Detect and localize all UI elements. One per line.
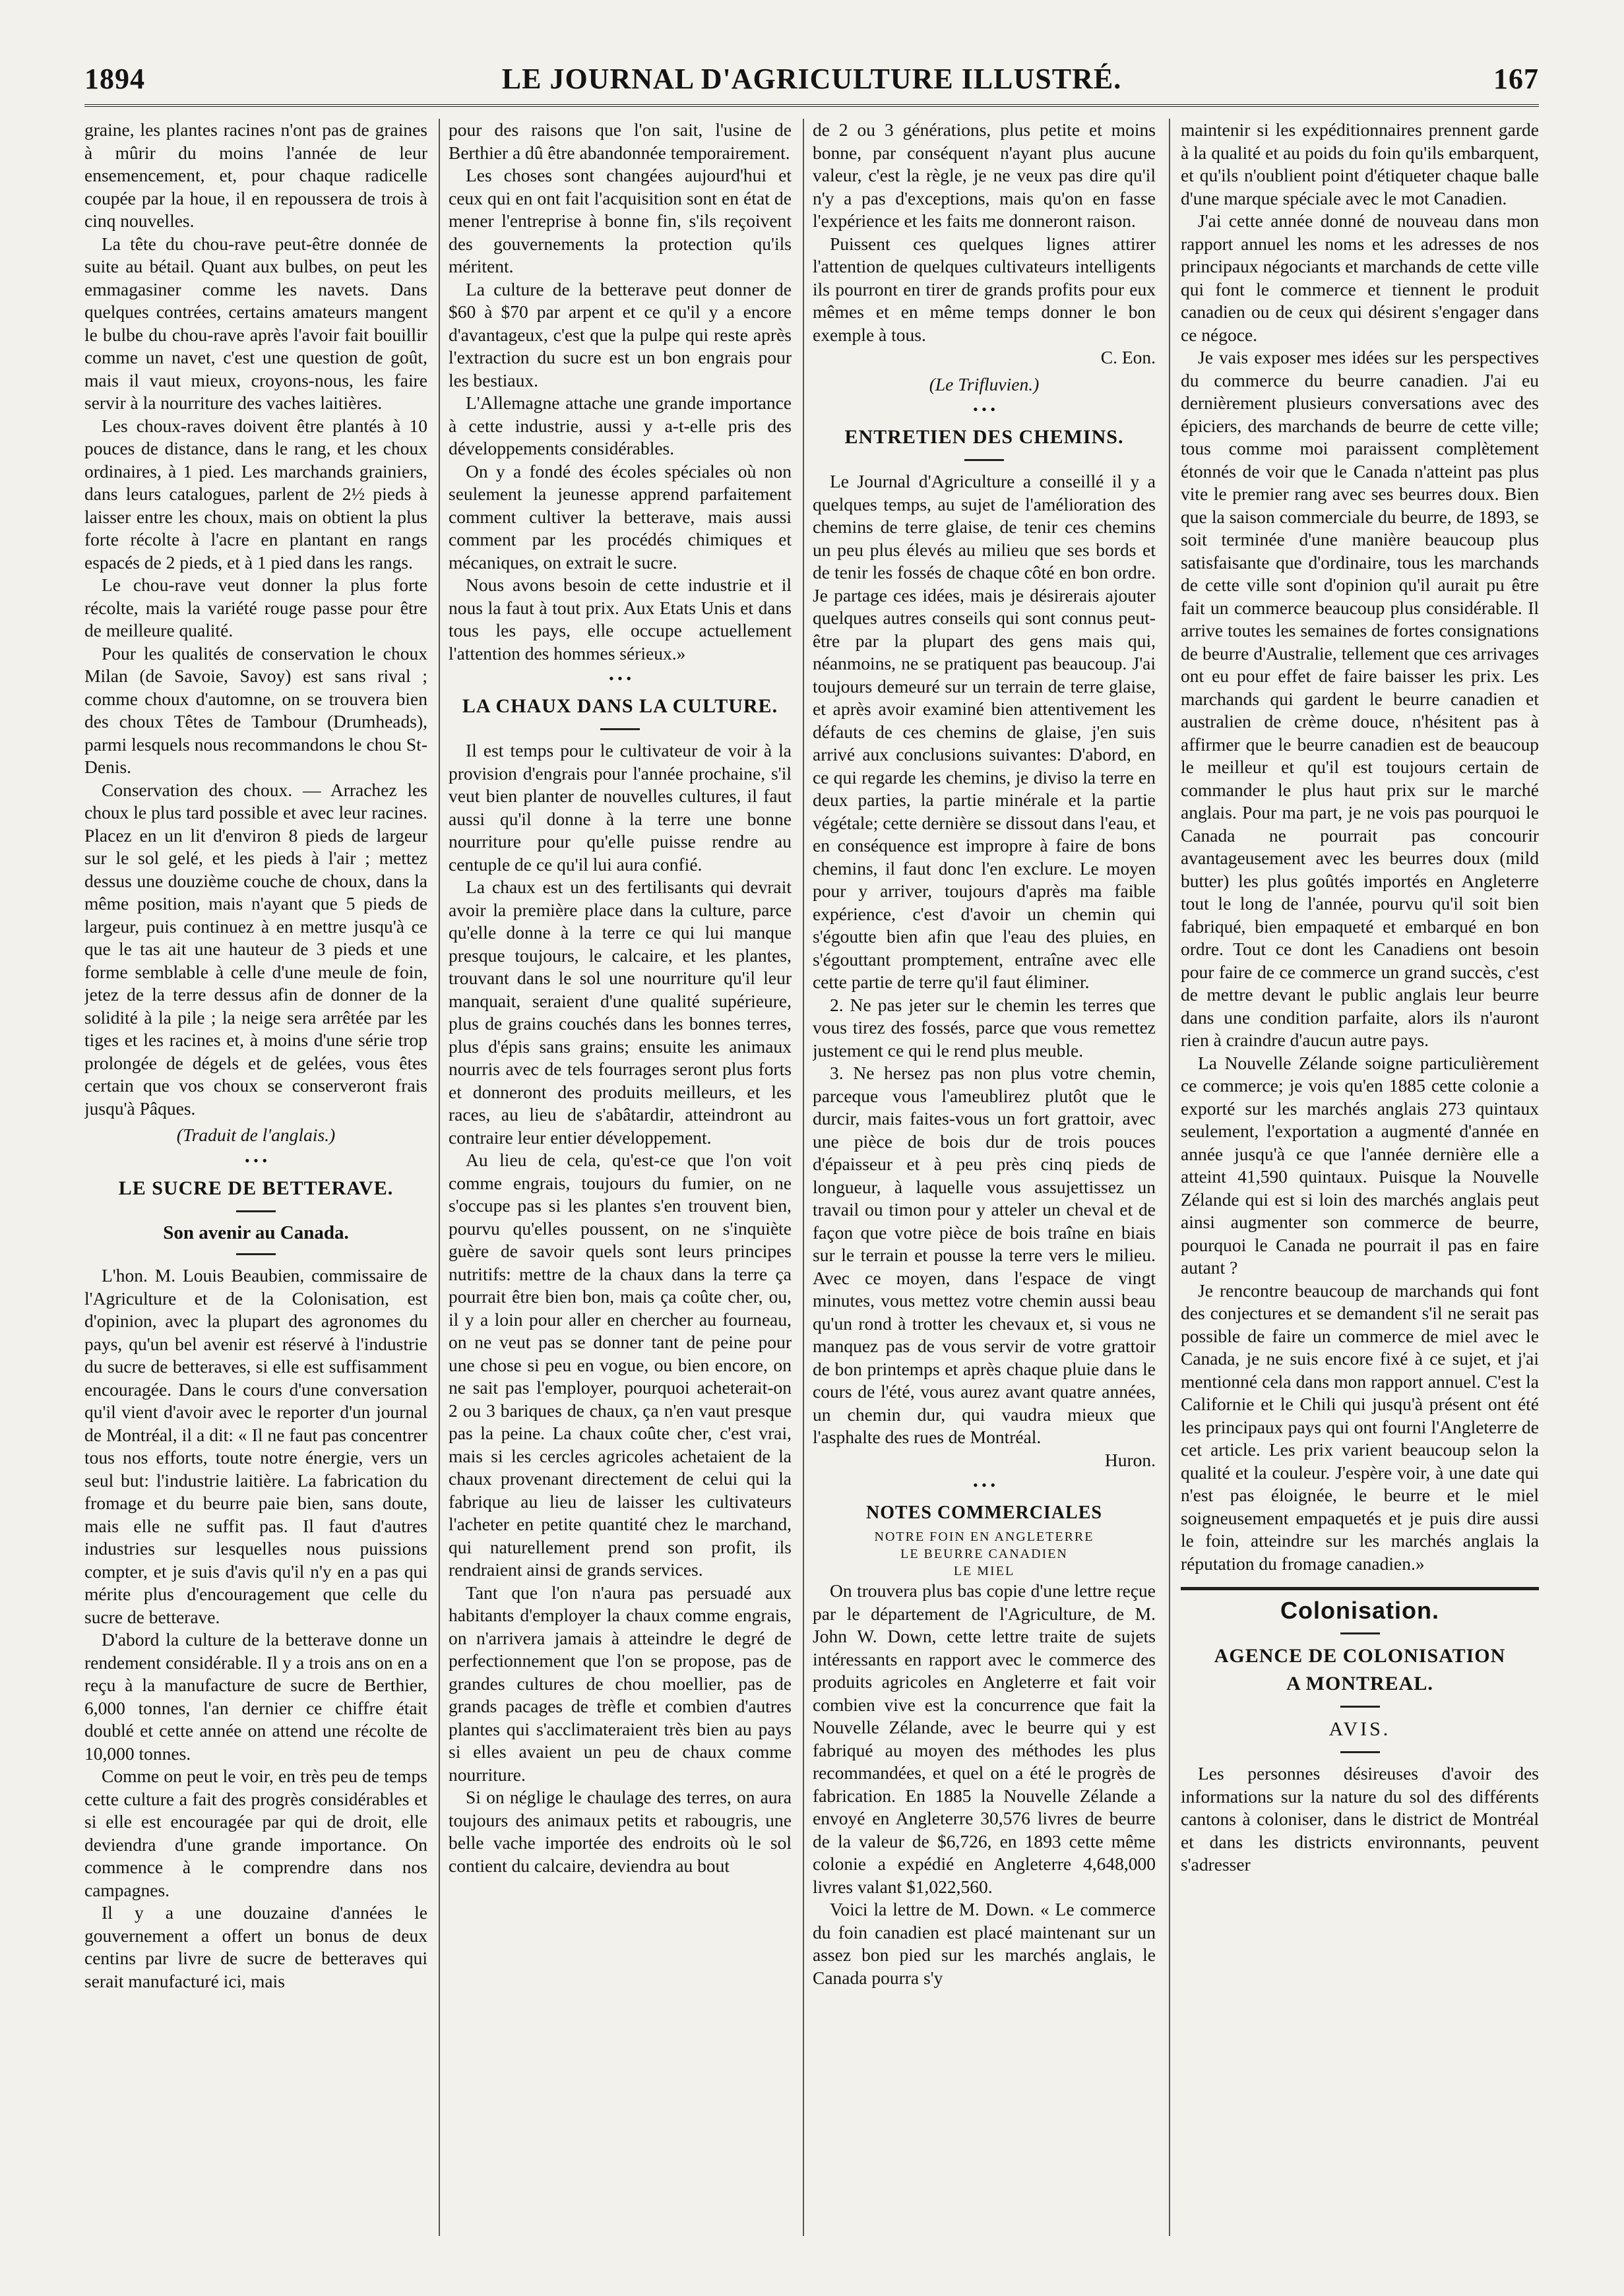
article-subtitle-sucre: Son avenir au Canada.: [163, 1222, 349, 1243]
paragraph: Si on néglige le chaulage des terres, on aura toujours des animaux petits et rabougris, une belle vache importée des endroits où le sol contient du calcaire, deviendra au bout: [449, 1787, 792, 1876]
section-title-colonisation: Colonisation.: [1280, 1597, 1439, 1624]
page-header: [84, 58, 1539, 104]
article-title-chaux: LA CHAUX DANS LA CULTURE.: [462, 695, 778, 717]
paragraph: Puissent ces quelques lignes attirer l'attention de quelques cultivateurs intelligents ils pourront en tirer de grands profits pour eux mêmes et en même temps donner le bon exemple à tous.: [813, 233, 1156, 345]
header-rule: [84, 104, 1539, 107]
column-rule: [439, 119, 440, 2236]
paragraph: Les choses sont changées aujourd'hui et ceux qui en ont fait l'acquisition sont en état de mener l'entreprise à bonne fin, s'ils reçoivent des gouvernements la protection qu'ils méritent.: [449, 165, 792, 276]
paragraph: Conservation des choux. — Arrachez les choux le plus tard possible et avec leur racines. Placez en un lit d'environ 8 pieds de largeur sur le sol gelé, et les pieds à l'air ; mettez dessus une douzième couche de choux, dans la même position, mais n'ayant que 5 pieds de largeur, puis continuez à en mettre jusqu'à ce que le tas ait une hauteur de 3 pieds et une forme semblable à celle d'une meule de foin, jetez de la terre dessus afin de donner de la solidité à la pile ; la neige sera arrêtée par les tiges et les racines et, à moins d'une série trop prolongée de dégels et de gelées, vous êtes certain que vos choux se conserveront frais jusqu'à Pâques.: [84, 779, 427, 1119]
paragraph: pour des raisons que l'on sait, l'usine de Berthier a dû être abandonnée temporairement.: [449, 119, 792, 163]
paragraph: L'hon. M. Louis Beaubien, commissaire de l'Agriculture et de la Colonisation, est d'opinion, avec la plupart des agronomes du pays, qu'un bel avenir est réservé à l'industrie du sucre de betteraves, si elle est suffisamment encouragée. Dans le cours d'une conversation qu'il vient d'avoir avec le reporter d'un journal de Montréal, il a dit: « Il ne faut pas concentrer tous nos efforts, toute notre énergie, vers un seul but: l'industrie laitière. La fabrication du fromage et du beurre paie bien, sans doute, mais elle ne suffit pas. Il faut d'autres industries sur lesquelles nous puissions compter, et je suis d'avis qu'il n'y en a pas qui mérite plus d'encouragement que celle du sucre de betterave.: [84, 1265, 427, 1627]
column-2: [449, 119, 792, 2236]
agence-title: AGENCE DE COLONISATION: [1214, 1645, 1506, 1667]
column-4: [1181, 119, 1539, 2236]
paragraph: Les personnes désireuses d'avoir des informations sur la nature du sol des différents cantons à coloniser, dans le district de Montréal et dans les districts environnants, peuvent s'adresser: [1181, 1763, 1539, 1875]
paragraph: D'abord la culture de la betterave donne un rendement considérable. Il y a trois ans on en a reçu à la manufacture de sucre de Berthier, 6,000 tonnes, l'an dernier ce chiffre était doublé et cette année on attend une récolte de 10,000 tonnes.: [84, 1629, 427, 1764]
header-page-number: 167: [1493, 63, 1539, 95]
paragraph: On y a fondé des écoles spéciales où non seulement la jeunesse apprend parfaitement comment cultiver la betterave, mais aussi comment par les procédés chimiques et mécaniques, on extrait le sucre.: [449, 460, 792, 573]
paragraph: La chaux est un des fertilisants qui devrait avoir la première place dans la culture, parce qu'elle donne à la terre ce qui lui manque presque toujours, le calcaire, et les plantes, trouvant dans le sol une nourriture qu'il leur manquait, seraient d'une qualité supérieure, plus de grains couchés dans les bonnes terres, plus d'épis sans grains; ensuite les animaux nourris avec de tels fourrages seront plus forts et donneront des produits meilleurs, et les races, au lieu de s'abâtardir, atteindront au contraire leur entier développement.: [449, 877, 792, 1148]
section-divider: [1181, 1587, 1539, 1590]
section-ornament: • • •: [608, 670, 632, 687]
title-rule: [236, 1210, 276, 1212]
paragraph: Tant que l'on n'aura pas persuadé aux habitants d'employer la chaux comme engrais, on n'arrivera jamais à atteindre le degré de perfectionnement que l'on se propose, pas de grandes cultures de chou moellier, pas de grands pacages de trèfle et combien d'autres plantes qui s'acclimateraient très bien au pays si elles avaient un peu de chaux comme nourriture.: [449, 1582, 792, 1785]
paragraph: 3. Ne hersez pas non plus votre chemin, parceque vous l'ameublirez plutôt que le durcir, mais faites-vous un fort grattoir, avec une pièce de bois dur de trois pouces d'épaisseur et à peu près cinq pieds de longueur, à laquelle vous assujettissez un travail ou timon pour y atteler un cheval et de façon que votre pièce de bois traîne en biais sur le terrain et pousse la terre vers le milieu. Avec ce moyen, dans l'espace de vingt minutes, vous mettez votre chemin aussi beau qu'un rond à trotter les chevaux et, si vous ne manquez pas de vous servir de votre grattoir de bon printemps et après chaque pluie dans le cours de l'été, vous aurez avant quatre années, un chemin dur, qui vaudra mieux que l'asphalte des rues de Montréal.: [813, 1063, 1156, 1447]
title-rule: [1340, 1632, 1380, 1634]
avis-title: AVIS.: [1328, 1718, 1391, 1740]
article-title-notes: NOTES COMMERCIALES: [866, 1503, 1102, 1523]
paragraph: La Nouvelle Zélande soigne particulièrement ce commerce; je vois qu'en 1885 cette colonie a exporté sur les marchés anglais 273 quintaux seulement, l'exportation a augmenté d'année en année jusqu'à ce que l'année dernière elle a atteint 41,590 quintaux. Puisque la Nouvelle Zélande qui est si loin des marchés anglais peut ainsi augmenter son commerce de beurre, pourquoi le Canada ne pourrait il pas en faire autant ?: [1181, 1052, 1539, 1278]
author-signature: Huron.: [1104, 1449, 1156, 1470]
notes-subheading: NOTRE FOIN EN ANGLETERRE: [874, 1530, 1094, 1544]
column-1: [84, 119, 427, 2236]
section-ornament: • • •: [972, 1477, 996, 1493]
source-credit: (Le Trifluvien.): [929, 373, 1040, 394]
paragraph: 2. Ne pas jeter sur le chemin les terres que vous tirez des fossés, parce que vous remettez justement ce qui le rend plus meuble.: [813, 994, 1156, 1061]
paragraph: Il est temps pour le cultivateur de voir à la provision d'engrais pour l'année prochaine, s'il veut bien planter de nouvelles cultures, il faut aussi qu'il donne à la terre une bonne nourriture pour qu'elle puisse rendre au centuple de ce qu'il lui aura confié.: [449, 740, 792, 875]
paragraph: Le Journal d'Agriculture a conseillé il y a quelques temps, au sujet de l'amélioration des chemins de terre glaise, de tenir ces chemins un peu plus élevés au milieu que ses bords et de tenir les fossés de chaque côté en bon ordre. Je partage ces idées, mais je désirerais ajouter quelques autres conseils qui sont connus peut-être par la plupart des gens mais qui, néanmoins, ne se pratiquent pas beaucoup. J'ai toujours demeuré sur un terrain de terre glaise, et après avoir examiné bien attentivement les défauts de ces chemins de glaise, j'en suis arrivé aux conclusions suivantes: D'abord, en ce qui regarde les chemins, je diviso la terre en deux parties, la partie minérale et la partie végétale; cette dernière se dissout dans l'eau, et en conséquence est impropre à faire de bons chemins, il faut donc l'en exclure. Le moyen pour y arriver, toujours d'après ma faible expérience, c'est d'avoir un chemin qui s'égoutte bien afin que l'eau des pluies, en s'égouttant promptement, entraîne avec elle cette partie de terre qu'il faut éliminer.: [813, 471, 1156, 992]
paragraph: J'ai cette année donné de nouveau dans mon rapport annuel les noms et les adresses de nos principaux négociants et marchands de cette ville qui font le commerce et tiennent le produit canadien ou de ceux qui désirent s'engager dans ce négoce.: [1181, 210, 1539, 345]
column-3: [813, 119, 1156, 2236]
paragraph: graine, les plantes racines n'ont pas de graines à mûrir du moins l'année de leur ensemencement, et, pour chaque radicelle coupée par la houe, il en repoussera de trois à cinq nouvelles.: [84, 119, 427, 231]
paragraph: Il y a une douzaine d'années le gouvernement a offert un bonus de deux centins par livre de sucre de betteraves qui serait manufacturé ici, mais: [84, 1902, 427, 1991]
author-signature: C. Eon.: [1100, 347, 1156, 367]
title-rule: [1340, 1751, 1380, 1753]
paragraph: de 2 ou 3 générations, plus petite et moins bonne, par conséquent n'ayant plus aucune valeur, c'est la règle, je ne veux pas dire qu'il n'y a pas d'exceptions, mais qu'on en fasse l'expérience et les faits me donneront raison.: [813, 119, 1156, 231]
paragraph: Comme on peut le voir, en très peu de temps cette culture a fait des progrès considérables et si elle est encouragée par qui de droit, elle deviendra d'une grande importance. On commence à le comprendre dans nos campagnes.: [84, 1766, 427, 1900]
paragraph: Les choux-raves doivent être plantés à 10 pouces de distance, dans le rang, et les choux ordinaires, à 1 pied. Les marchands grainiers, dans leurs catalogues, parlent de 2½ pieds à laisser entre les choux, mais on obtient la plus forte récolte à l'acre en plantant en rangs espacés de 2 pieds, et à 1 pied dans les rangs.: [84, 415, 427, 573]
paragraph: La culture de la betterave peut donner de $60 à $70 par arpent et ce qu'il y a encore d'avantageux, c'est que la pulpe qui reste après l'extraction du sucre est un bon engrais pour les bestiaux.: [449, 278, 792, 390]
section-ornament: • • •: [972, 401, 996, 418]
column-rule: [1169, 119, 1170, 2236]
paragraph: La tête du chou-rave peut-être donnée de suite au bétail. Quant aux bulbes, on peut les emmagasiner comme les navets. Dans quelques contrées, certains amateurs mangent le bulbe du chou-rave après l'avoir fait bouillir comme un navet, c'est une question de goût, mais il vaut mieux, croyons-nous, les faire servir à la nourriture des vaches laitières.: [84, 233, 427, 413]
paragraph: Je rencontre beaucoup de marchands qui font des conjectures et se demandent s'il ne serait pas possible de faire un commerce de miel avec le Canada, je ne suis encore fixé à ce sujet, et j'ai mentionné cela dans mon rapport annuel. C'est la Californie et le Chili qui jusqu'à présent ont été les principaux pays qui ont fourni l'Angleterre de cet article. Les prix varient beaucoup selon la qualité et la couleur. J'espère voir, à une date qui n'est pas éloignée, le beurre et le miel soigneusement empaquetés et je puis dire aussi le foin, atteindre sur les marchés anglais la réputation du fromage canadien.»: [1181, 1280, 1539, 1574]
paragraph: Je vais exposer mes idées sur les perspectives du commerce du beurre canadien. J'ai eu dernièrement plusieurs conversations avec des épiciers, des marchands de beurre de cette ville; tous comme moi paraissent complètement étonnés de voir que le Canada n'atteint pas plus vite le premier rang avec ses beurres doux. Bien que la saison commerciale du beurre, de 1893, se soit terminée d'une manière beaucoup plus satisfaisante que d'ordinaire, tous les marchands de cette ville sont d'opinion qu'il aurait pu être fait un commerce beaucoup plus considérable. Il arrive toutes les semaines de fortes consignations de beurre d'Australie, tellement que ces arrivages ont eu pour effet de faire baisser les prix. Les marchands qui gardent le beurre canadien et australien de crème douce, n'hésitent pas à affirmer que le beurre canadien est de beaucoup le meilleur et qu'il est toujours certain de commander le plus haut prix sur le marché anglais. Pour ma part, je ne vois pas pourquoi le Canada ne pourrait pas concourir avantageusement avec les beurres doux (mild butter) les plus goûtés importés en Angleterre tout le long de l'année, pourvu qu'il soit bien fabriqué, bien empaqueté et embarqué en bon ordre. Tout ce dont les Canadiens ont besoin pour faire de ce commerce un grand succès, c'est de mettre devant le public anglais leur beurre dans une condition parfaite, alors ils n'auront rien à craindre d'aucun autre pays.: [1181, 347, 1539, 1050]
title-rule: [1340, 1706, 1380, 1708]
column-rule: [803, 119, 804, 2236]
paragraph: Nous avons besoin de cette industrie et il nous la faut à tout prix. Aux Etats Unis et dans tous les pays, elle occupe actuellement l'attention des hommes sérieux.»: [449, 574, 792, 664]
article-title-chemins: ENTRETIEN DES CHEMINS.: [844, 426, 1124, 448]
article-title-sucre: LE SUCRE DE BETTERAVE.: [118, 1177, 394, 1199]
translation-credit: (Traduit de l'anglais.): [176, 1125, 336, 1145]
paragraph: On trouvera plus bas copie d'une lettre reçue par le département de l'Agriculture, de M. John W. Down, cette lettre traite de sujets intéressants en rapport avec le commerce des produits agricoles en Angleterre et fait voir combien vive est la concurrence que fait la Nouvelle Zélande, avec le beurre qui y est fabriqué au moyen des méthodes les plus recommandées, et quel on a été le progrès de fabrication. En 1885 la Nouvelle Zélande a envoyé en Angleterre 30,576 livres de beurre de la valeur de $6,726, en 1893 cette même colonie a expédié en Angleterre 4,648,000 livres valant $1,022,560.: [813, 1580, 1156, 1897]
paragraph: L'Allemagne attache une grande importance à cette industrie, aussi y a-t-elle pris des développements considérables.: [449, 392, 792, 458]
section-ornament: • • •: [244, 1152, 268, 1169]
paragraph: maintenir si les expéditionnaires prennent garde à la qualité et au poids du foin qu'ils embarquent, et qu'ils n'oublient point d'étiqueter chaque balle d'une marque spéciale avec le mot Canadien.: [1181, 119, 1539, 208]
notes-subheading: LE BEURRE CANADIEN: [900, 1547, 1068, 1561]
title-rule: [964, 459, 1004, 461]
header-year: 1894: [84, 63, 145, 95]
title-rule: [236, 1253, 276, 1255]
header-title: LE JOURNAL D'AGRICULTURE ILLUSTRÉ.: [501, 63, 1122, 95]
title-rule: [600, 728, 640, 730]
paragraph: Voici la lettre de M. Down. « Le commerce du foin canadien est placé maintenant sur un assez bon pied sur les marchés anglais, le Canada pourra s'y: [813, 1899, 1156, 1988]
agence-title-line2: A MONTREAL.: [1286, 1673, 1433, 1694]
notes-subheading: LE MIEL: [953, 1564, 1015, 1578]
paragraph: Le chou-rave veut donner la plus forte récolte, mais la variété rouge passe pour être de meilleure qualité.: [84, 574, 427, 640]
paragraph: Au lieu de cela, qu'est-ce que l'on voit comme engrais, toujours du fumier, on ne s'occupe pas si les plantes s'en trouvent bien, pourvu qu'elles poussent, on ne s'inquiète guère de savoir quels sont leurs principes nutritifs: mettre de la chaux dans la terre ça pourrait être bien bon, mais ça coûte cher, ou, il y a loin pour aller en chercher au fourneau, on ne veut pas se donner tant de peine pour une chose si peu en vogue, ou bien encore, on ne sait pas l'employer, pourquoi acheterait-on 2 ou 3 bariques de chaux, ça n'en vaut presque pas la peine. La chaux coûte cher, c'est vrai, mais si les cercles agricoles achetaient de la chaux provenant directement de celui qui la fabrique au lieu de laisser les cultivateurs l'acheter en petite quantité chez le marchand, qui naturellement prend son profit, ils rendraient ainsi de grands services.: [449, 1150, 792, 1580]
paragraph: Pour les qualités de conservation le choux Milan (de Savoie, Savoy) est sans rival ; comme choux d'automne, on se trouvera bien des choux Têtes de Tambour (Drumheads), parmi lesquels nous recommandons le chou St-Denis.: [84, 642, 427, 777]
